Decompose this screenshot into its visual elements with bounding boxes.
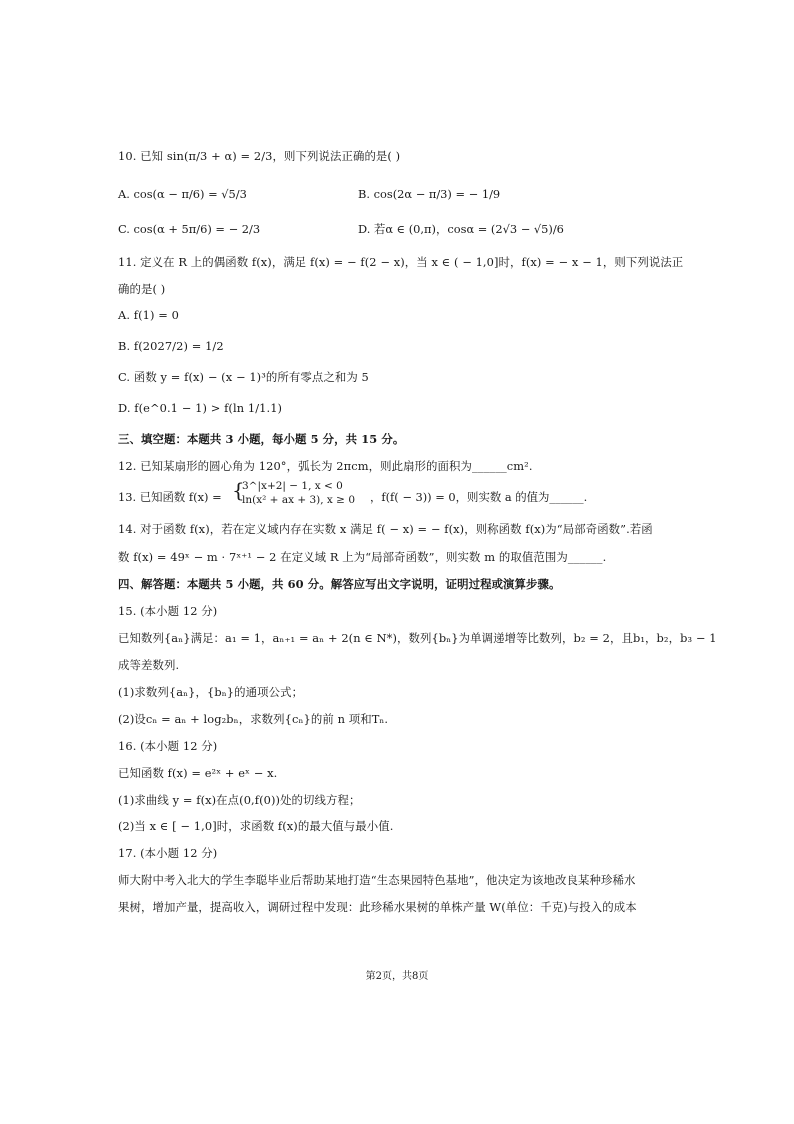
q17-heading: 17. (本小题 12 分) bbox=[118, 846, 218, 860]
q17-line1: 师大附中考入北大的学生李聪毕业后帮助某地打造“生态果园特色基地”，他决定为该地改良某种珍稀水 bbox=[118, 873, 636, 887]
q10-stem: 10. 已知 sin(π/3 + α) = 2/3，则下列说法正确的是( ) bbox=[118, 149, 401, 163]
q13-case-2: ln(x² + ax + 3), x ≥ 0 bbox=[242, 494, 356, 506]
q14-line1: 14. 对于函数 f(x)，若在定义域内存在实数 x 满足 f( − x) = − f(x)，则称函数 f(x)为“局部奇函数”.若函 bbox=[118, 522, 653, 536]
q16-part1: (1)求曲线 y = f(x)在点(0,f(0))处的切线方程； bbox=[118, 793, 361, 807]
q13-suffix: ，f(f( − 3)) = 0，则实数 a 的值为______. bbox=[370, 490, 588, 504]
q15-part2: (2)设cₙ = aₙ + log₂bₙ，求数列{cₙ}的前 n 项和Tₙ. bbox=[118, 712, 389, 726]
q10-option-c: C. cos(α + 5π/6) = − 2/3 bbox=[118, 222, 261, 236]
q16-line1: 已知函数 f(x) = e²ˣ + eˣ − x. bbox=[118, 766, 278, 780]
q10-option-a: A. cos(α − π/6) = √5/3 bbox=[118, 187, 247, 201]
q11-stem-line2: 确的是( ) bbox=[118, 282, 166, 296]
q15-part1: (1)求数列{aₙ}，{bₙ}的通项公式； bbox=[118, 685, 304, 699]
q11-option-d: D. f(e^0.1 − 1) > f(ln 1/1.1) bbox=[118, 401, 283, 415]
q10-option-d: D. 若α ∈ (0,π)，cosα = (2√3 − √5)/6 bbox=[358, 222, 564, 236]
q16-heading: 16. (本小题 12 分) bbox=[118, 739, 218, 753]
q17-line2: 果树，增加产量，提高收入，调研过程中发现：此珍稀水果树的单株产量 W(单位：千克)与投入的成本 bbox=[118, 900, 637, 914]
q14-line2: 数 f(x) = 49ˣ − m · 7ˣ⁺¹ − 2 在定义域 R 上为“局部奇函数”，则实数 m 的取值范围为______. bbox=[118, 550, 607, 564]
q13-prefix: 13. 已知函数 f(x) = bbox=[118, 490, 222, 504]
page-footer: 第2页，共8页 bbox=[365, 971, 429, 982]
q12: 12. 已知某扇形的圆心角为 120°，弧长为 2πcm，则此扇形的面积为______cm². bbox=[118, 459, 533, 473]
q15-line2: 成等差数列. bbox=[118, 658, 180, 672]
q10-option-b: B. cos(2α − π/3) = − 1/9 bbox=[358, 187, 501, 201]
q11-stem-line1: 11. 定义在 R 上的偶函数 f(x)，满足 f(x) = − f(2 − x)，当 x ∈ ( − 1,0]时，f(x) = − x − 1，则下列说法正 bbox=[118, 255, 684, 269]
section-3-heading: 三、填空题：本题共 3 小题，每小题 5 分，共 15 分。 bbox=[118, 432, 405, 446]
q16-part2: (2)当 x ∈ [ − 1,0]时，求函数 f(x)的最大值与最小值. bbox=[118, 819, 394, 833]
q13-brace: { bbox=[232, 478, 245, 502]
q15-line1: 已知数列{aₙ}满足：a₁ = 1，aₙ₊₁ = aₙ + 2(n ∈ N*)，数列{bₙ}为单调递增等比数列，b₂ = 2，且b₁，b₂，b₃ − 1 bbox=[118, 631, 717, 645]
q15-heading: 15. (本小题 12 分) bbox=[118, 604, 218, 618]
q13-case-1: 3^|x+2| − 1, x < 0 bbox=[242, 480, 343, 492]
q11-option-b: B. f(2027/2) = 1/2 bbox=[118, 339, 224, 353]
section-4-heading: 四、解答题：本题共 5 小题，共 60 分。解答应写出文字说明，证明过程或演算步骤。 bbox=[118, 577, 561, 591]
q11-option-a: A. f(1) = 0 bbox=[118, 308, 179, 322]
q11-option-c: C. 函数 y = f(x) − (x − 1)³的所有零点之和为 5 bbox=[118, 370, 369, 384]
